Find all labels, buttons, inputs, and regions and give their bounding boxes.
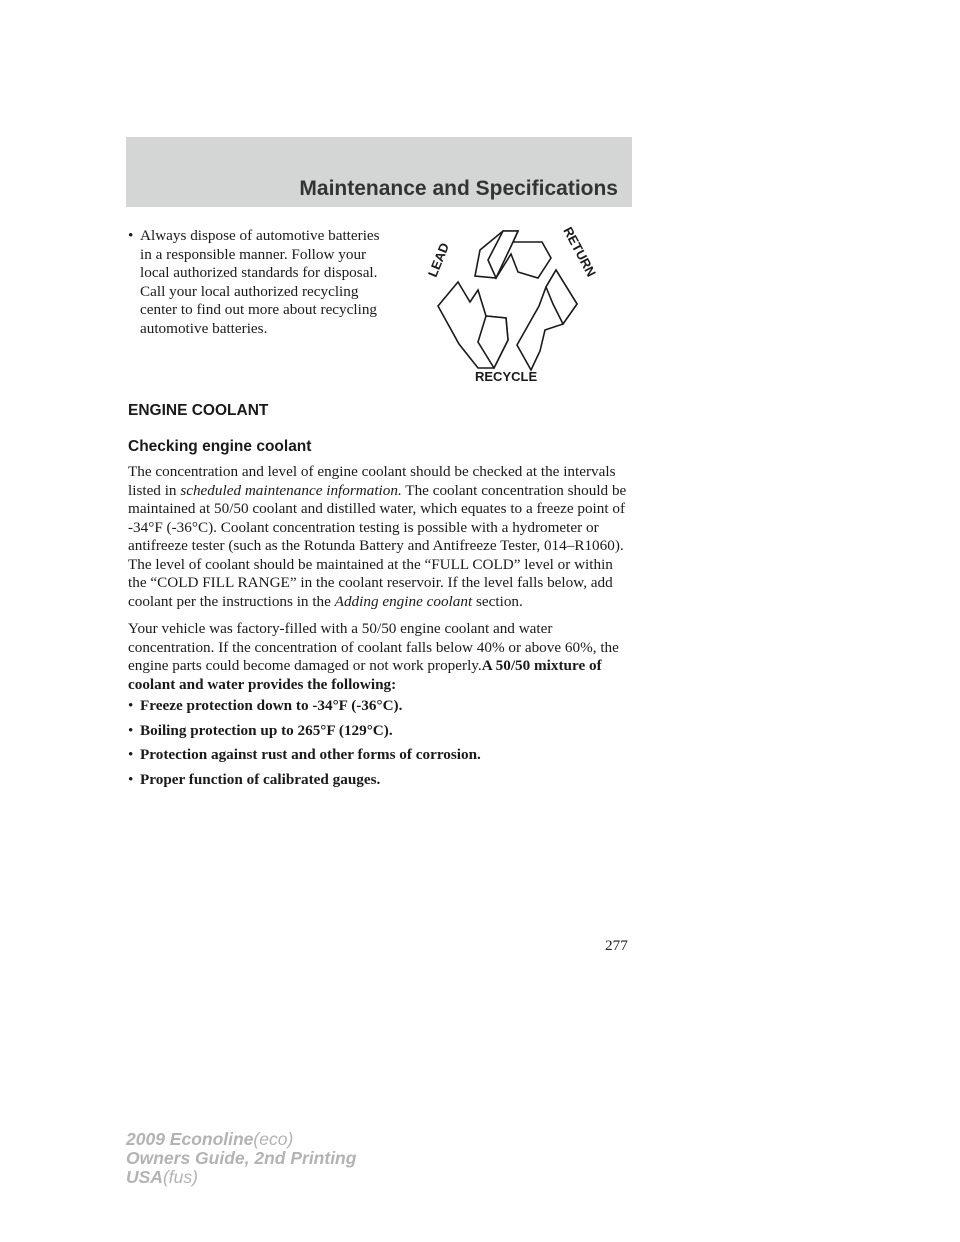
bullet-dot: • [128, 771, 134, 788]
coolant-mixture-paragraph [128, 620, 633, 694]
p2-bold-text: A 50/50 mixture of coolant and water provides the following: [128, 657, 602, 693]
p2-text: Your vehicle was factory-filled with a 50/50 engine coolant and water concentration. If the concentration of coolant falls below 40% or above 60%, the engine parts could become damaged or not work properly. [128, 620, 619, 674]
footer-model-code: (eco) [253, 1129, 294, 1149]
section-header-band [126, 137, 632, 207]
document-footer [126, 1130, 356, 1187]
lead-recycle-icon [422, 222, 608, 388]
p1-text-a: The concentration and level of engine coolant should be checked at the intervals listed in [128, 463, 616, 499]
return-label: RETURN [560, 224, 600, 280]
subsection-heading: Checking engine coolant [128, 438, 312, 455]
benefit-text: Boiling protection up to 265°F (129°C). [140, 722, 393, 739]
benefit-bullet [128, 771, 633, 790]
lead-label: LEAD [424, 240, 453, 280]
p1-text-c: section. [475, 592, 523, 610]
bullet-dot: • [128, 697, 134, 714]
section-title: Maintenance and Specifications [299, 177, 618, 200]
benefit-bullet [128, 722, 633, 741]
battery-disposal-text: Always dispose of automotive batteries in a responsible manner. Follow your local authorized standards for disposal. Call your local authorized recycling center to find out more about recycling automotive batteries. [140, 227, 380, 337]
benefit-text: Proper function of calibrated gauges. [140, 771, 381, 788]
footer-region: USA [126, 1167, 163, 1187]
benefit-bullet [128, 746, 633, 765]
section-heading: ENGINE COOLANT [128, 402, 269, 419]
page-number: 277 [605, 937, 628, 954]
footer-model: 2009 Econoline [126, 1129, 254, 1149]
recycle-label: RECYCLE [475, 369, 538, 384]
battery-disposal-bullet [128, 227, 388, 338]
bullet-dot: • [128, 722, 134, 739]
coolant-check-paragraph [128, 463, 633, 611]
p1-reference-link: scheduled maintenance information. [180, 481, 402, 499]
bullet-dot: • [128, 746, 134, 763]
footer-region-code: (fus) [162, 1167, 198, 1187]
footer-guide: Owners Guide, 2nd Printing [126, 1148, 357, 1168]
benefit-text: Protection against rust and other forms of corrosion. [140, 746, 481, 763]
p1-text-b: The coolant concentration should be maintained at 50/50 coolant and distilled water, which equates to a freeze point of -34°F (-36°C). Coolant concentration testing is possible with a hydrometer or antifreeze tester (such as the Rotunda Battery and Antifreeze Tester, 014–R1060). The level of coolant should be maintained at the “FULL COLD” level or within the “COLD FILL RANGE” in the coolant reservoir. If the level falls below, add coolant per the instructions in the [128, 481, 627, 610]
bullet-dot: • [128, 227, 134, 244]
benefit-bullet [128, 697, 633, 716]
p1-reference-link-2: Adding engine coolant [334, 592, 473, 610]
benefit-text: Freeze protection down to -34°F (-36°C). [140, 697, 403, 714]
